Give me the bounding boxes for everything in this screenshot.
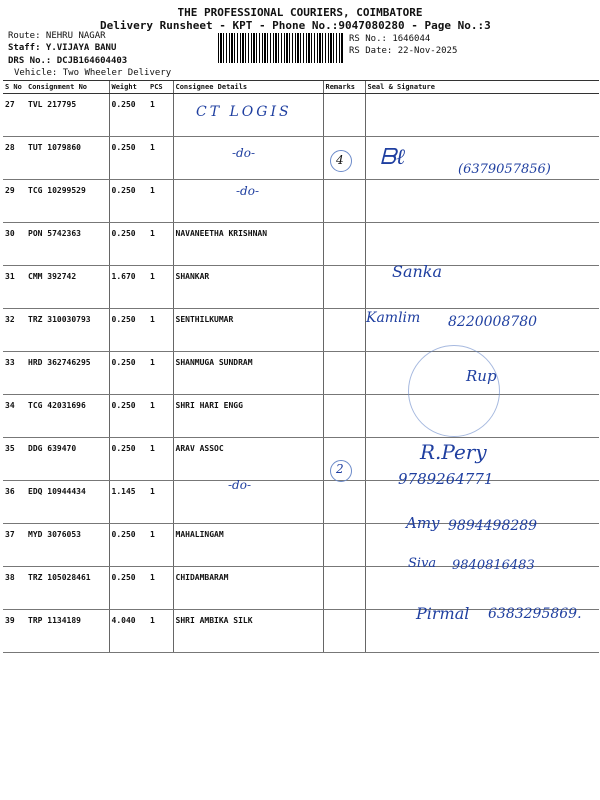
handwritten-consignee-27: CT LOGIS [196,104,292,120]
signature-35: R.Pery [420,440,487,464]
cell-sno: 29 [3,180,26,223]
cell-consignee: SHRI AMBIKA SILK [173,610,323,653]
cell-signature [365,223,599,266]
cell-sno: 32 [3,309,26,352]
cell-sno: 38 [3,567,26,610]
remark-number-28: 4 [336,153,344,167]
rs-date: RS Date: 22-Nov-2025 [349,46,458,56]
cell-sno: 36 [3,481,26,524]
cell-pcs: 1 [148,567,173,610]
table-row [3,94,599,137]
cell-consignment: EDQ 10944434 [26,481,109,524]
cell-remarks [323,266,365,309]
cell-remarks [323,610,365,653]
cell-sno: 39 [3,610,26,653]
signature-phone-36: 9789264771 [398,470,494,488]
cell-weight: 0.250 [109,137,148,180]
table-header-row [3,81,599,94]
signature-39: Pirmal [416,604,470,623]
cell-consignment: MYD 3076053 [26,524,109,567]
col-remarks: Remarks [323,81,365,94]
cell-sno: 28 [3,137,26,180]
cell-weight: 0.250 [109,223,148,266]
cell-pcs: 1 [148,481,173,524]
handwritten-ditto-36: -do- [228,478,252,492]
cell-weight: 0.250 [109,180,148,223]
table-row [3,180,599,223]
cell-sno: 37 [3,524,26,567]
cell-consignee: ARAV ASSOC [173,438,323,481]
signature-phone-38: 9840816483 [452,558,535,573]
route-label: Route: NEHRU NAGAR [8,31,106,41]
cell-consignee: CHIDAMBARAM [173,567,323,610]
cell-pcs: 1 [148,395,173,438]
signature-37: Amy [406,514,440,532]
cell-signature [365,180,599,223]
cell-consignment: HRD 362746295 [26,352,109,395]
document-title: THE PROFESSIONAL COURIERS, COIMBATORE [177,6,423,19]
cell-consignment: CMM 392742 [26,266,109,309]
company-seal-stamp [408,345,500,437]
cell-signature [365,94,599,137]
col-consignee: Consignee Details [173,81,323,94]
cell-remarks [323,481,365,524]
remark-number-36: 2 [336,462,344,476]
cell-pcs: 1 [148,180,173,223]
cell-consignment: TUT 1079860 [26,137,109,180]
signature-phone-32: 8220008780 [448,314,538,330]
cell-pcs: 1 [148,438,173,481]
barcode [218,33,344,63]
cell-consignee: SHANKAR [173,266,323,309]
cell-sno: 33 [3,352,26,395]
cell-remarks [323,524,365,567]
cell-consignee: SENTHILKUMAR [173,309,323,352]
cell-remarks [323,309,365,352]
drs-number: DRS No.: DCJB164604403 [8,56,128,66]
table-row [3,438,599,481]
cell-remarks [323,180,365,223]
cell-remarks [323,223,365,266]
cell-sno: 31 [3,266,26,309]
cell-pcs: 1 [148,266,173,309]
handwritten-ditto-28: -do- [232,146,256,160]
cell-remarks [323,352,365,395]
signature-phone-37: 9894498289 [448,518,538,534]
cell-consignee: SHANMUGA SUNDRAM [173,352,323,395]
signature-phone-39: 6383295869. [488,606,582,622]
cell-weight: 0.250 [109,94,148,137]
col-sno: S No [3,81,26,94]
signature-34: Rup [466,367,497,385]
cell-pcs: 1 [148,610,173,653]
col-weight: Weight [109,81,148,94]
table-row [3,266,599,309]
cell-consignment: TVL 217795 [26,94,109,137]
signature-28: ᗷℓ [380,145,406,170]
table-row [3,395,599,438]
table-row [3,352,599,395]
cell-weight: 0.250 [109,309,148,352]
cell-remarks [323,567,365,610]
cell-consignment: TRP 1134189 [26,610,109,653]
cell-pcs: 1 [148,137,173,180]
cell-consignment: PON 5742363 [26,223,109,266]
cell-consignment: TCG 10299529 [26,180,109,223]
cell-pcs: 1 [148,524,173,567]
signature-38: Siva [408,556,437,571]
col-pcs: PCS [148,81,173,94]
cell-consignment: DDG 639470 [26,438,109,481]
cell-weight: 4.040 [109,610,148,653]
rs-number: RS No.: 1646044 [349,34,431,44]
handwritten-ditto-29: -do- [236,184,260,198]
cell-consignment: TRZ 310030793 [26,309,109,352]
cell-sno: 34 [3,395,26,438]
cell-weight: 0.250 [109,395,148,438]
cell-pcs: 1 [148,352,173,395]
cell-consignment: TCG 42031696 [26,395,109,438]
cell-weight: 0.250 [109,567,148,610]
signature-31: Sanka [392,262,443,281]
cell-weight: 1.670 [109,266,148,309]
cell-pcs: 1 [148,309,173,352]
cell-consignee: MAHALINGAM [173,524,323,567]
cell-weight: 0.250 [109,352,148,395]
table-row [3,223,599,266]
signature-phone-28: (6379057856) [458,162,551,177]
cell-pcs: 1 [148,94,173,137]
cell-consignee: NAVANEETHA KRISHNAN [173,223,323,266]
cell-weight: 1.145 [109,481,148,524]
staff-label: Staff: Y.VIJAYA BANU [8,43,117,53]
signature-32: Kamlim [366,310,421,326]
document-subtitle: Delivery Runsheet - KPT - Phone No.:9047080280 - Page No.:3 [100,19,491,32]
cell-sno: 30 [3,223,26,266]
vehicle-label: Vehicle: Two Wheeler Delivery [14,68,172,78]
cell-pcs: 1 [148,223,173,266]
cell-consignment: TRZ 105028461 [26,567,109,610]
cell-consignee: SHRI HARI ENGG [173,395,323,438]
cell-remarks [323,94,365,137]
cell-sno: 27 [3,94,26,137]
cell-weight: 0.250 [109,438,148,481]
cell-sno: 35 [3,438,26,481]
cell-remarks [323,395,365,438]
col-consignment: Consignment No [26,81,109,94]
cell-weight: 0.250 [109,524,148,567]
col-signature: Seal & Signature [365,81,599,94]
